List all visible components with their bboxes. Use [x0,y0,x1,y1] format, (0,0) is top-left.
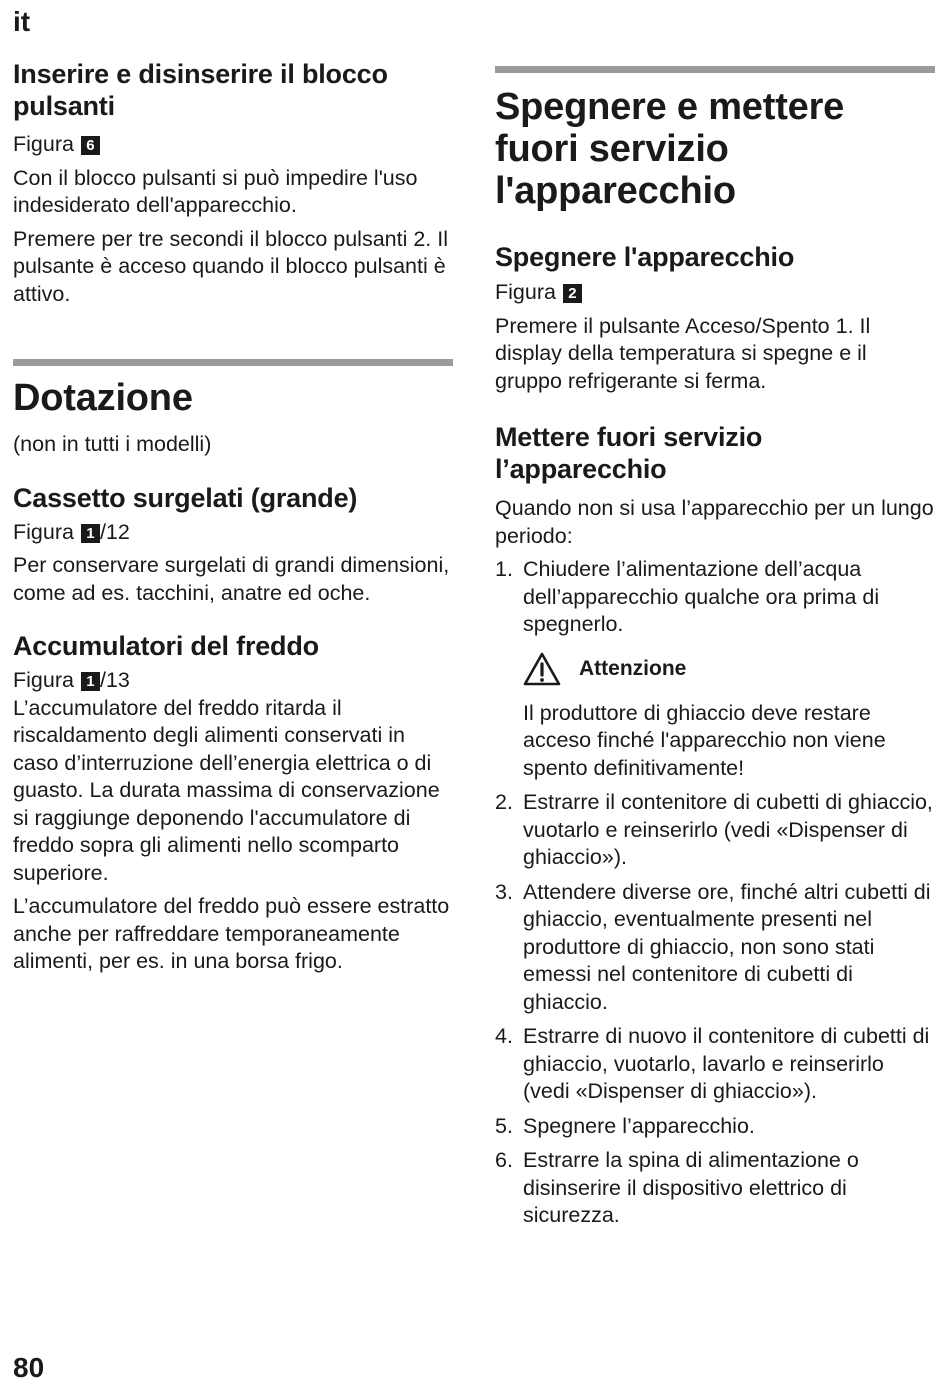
figure-ref [13,131,453,159]
figure-number-badge: 1 [81,672,100,691]
step-text: Estrarre la spina di alimentazione o disinserire il dispositivo elettrico di sicurezza. [523,1148,859,1227]
list-item [495,556,935,639]
paragraph: Premere per tre secondi il blocco pulsanti 2. Il pulsante è acceso quando il blocco pulsanti è attivo. [13,226,448,306]
section-title-dotazione: Dotazione [13,377,193,419]
step-number: 5. [495,1113,513,1138]
step-number: 2. [495,790,513,814]
paragraph: Quando non si usa l’apparecchio per un lungo periodo: [495,496,934,548]
figure-number-badge: 6 [81,136,100,155]
figure-number-badge: 1 [81,524,100,543]
page-number: 80 [13,1352,45,1383]
step-number: 3. [495,879,513,904]
figure-ref [13,519,453,547]
subsection-title-decommission: Mettere fuori servizio l’apparecchio [495,422,763,484]
step-number: 1. [495,557,513,581]
section-divider [495,66,935,73]
section-subtitle: (non in tutti i modelli) [13,432,212,456]
figure-label: Figura [13,668,74,692]
steps-list [495,556,935,639]
step-text: Estrarre il contenitore di cubetti di ghiaccio, vuotarlo e reinserirlo (vedi «Dispenser di ghiaccio»). [523,790,933,869]
figure-number-badge: 2 [563,284,582,303]
steps-list [495,789,935,1230]
right-column [495,66,935,1230]
paragraph: L’accumulatore del freddo ritarda il riscaldamento degli alimenti conservati in caso d’interruzione dell’energia elettrica o di guasto. La durata massima di conservazione si raggiunge deponendo l'accumulatore di freddo sopra gli alimenti nello scomparto superiore. [13,695,440,885]
list-item [495,879,935,1017]
left-column [13,58,453,976]
figure-ref [13,667,453,695]
figure-ref [495,279,935,307]
figure-suffix: /12 [99,519,130,544]
warning-title: Attenzione [579,656,687,680]
step-number: 4. [495,1024,513,1048]
step-text: Estrarre di nuovo il contenitore di cubetti di ghiaccio, vuotarlo, lavarlo e reinserirlo (vedi «Dispenser di ghiaccio»). [523,1024,930,1103]
figure-label: Figura [13,519,74,544]
list-item [495,1113,935,1141]
list-item [495,789,935,872]
paragraph: L’accumulatore del freddo può essere estratto anche per raffreddare temporaneamente alimenti, per es. in una borsa frigo. [13,894,450,973]
section-title-freezer-drawer: Cassetto surgelati (grande) [13,482,358,513]
step-text: Spegnere l’apparecchio. [523,1113,755,1138]
step-number: 6. [495,1148,513,1172]
warning-header [523,652,935,686]
warning-triangle-icon [523,652,561,686]
paragraph: Con il blocco pulsanti si può impedire l'uso indesiderato dell'apparecchio. [13,165,418,217]
list-item [495,1147,935,1230]
subsection-title-switch-off: Spegnere l'apparecchio [495,242,795,272]
section-title-button-lock: Inserire e disinserire il blocco pulsanti [13,59,388,121]
figure-suffix: /13 [99,668,130,692]
paragraph: Per conservare surgelati di grandi dimensioni, come ad es. tacchini, anatre ed oche. [13,553,450,605]
section-title-switch-off: Spegnere e mettere fuori servizio l'apparecchio [495,86,845,212]
warning-text: Il produttore di ghiaccio deve restare acceso finché l'apparecchio non viene spento definitivamente! [523,700,886,780]
figure-label: Figura [13,132,74,156]
section-divider [13,359,453,366]
warning-box [495,652,935,783]
figure-label: Figura [495,280,556,304]
step-text: Chiudere l’alimentazione dell’acqua dell’apparecchio qualche ora prima di spegnerlo. [523,557,880,636]
list-item [495,1023,935,1106]
step-text: Attendere diverse ore, finché altri cubetti di ghiaccio, eventualmente presenti nel produttore di ghiaccio, non sono stati emessi nel contenitore di cubetti di ghiaccio. [523,879,931,1014]
paragraph: Premere il pulsante Acceso/Spento 1. Il display della temperatura si spegne e il gruppo refrigerante si ferma. [495,313,871,393]
section-title-cold-accumulators: Accumulatori del freddo [13,631,319,661]
language-code: it [13,6,31,37]
